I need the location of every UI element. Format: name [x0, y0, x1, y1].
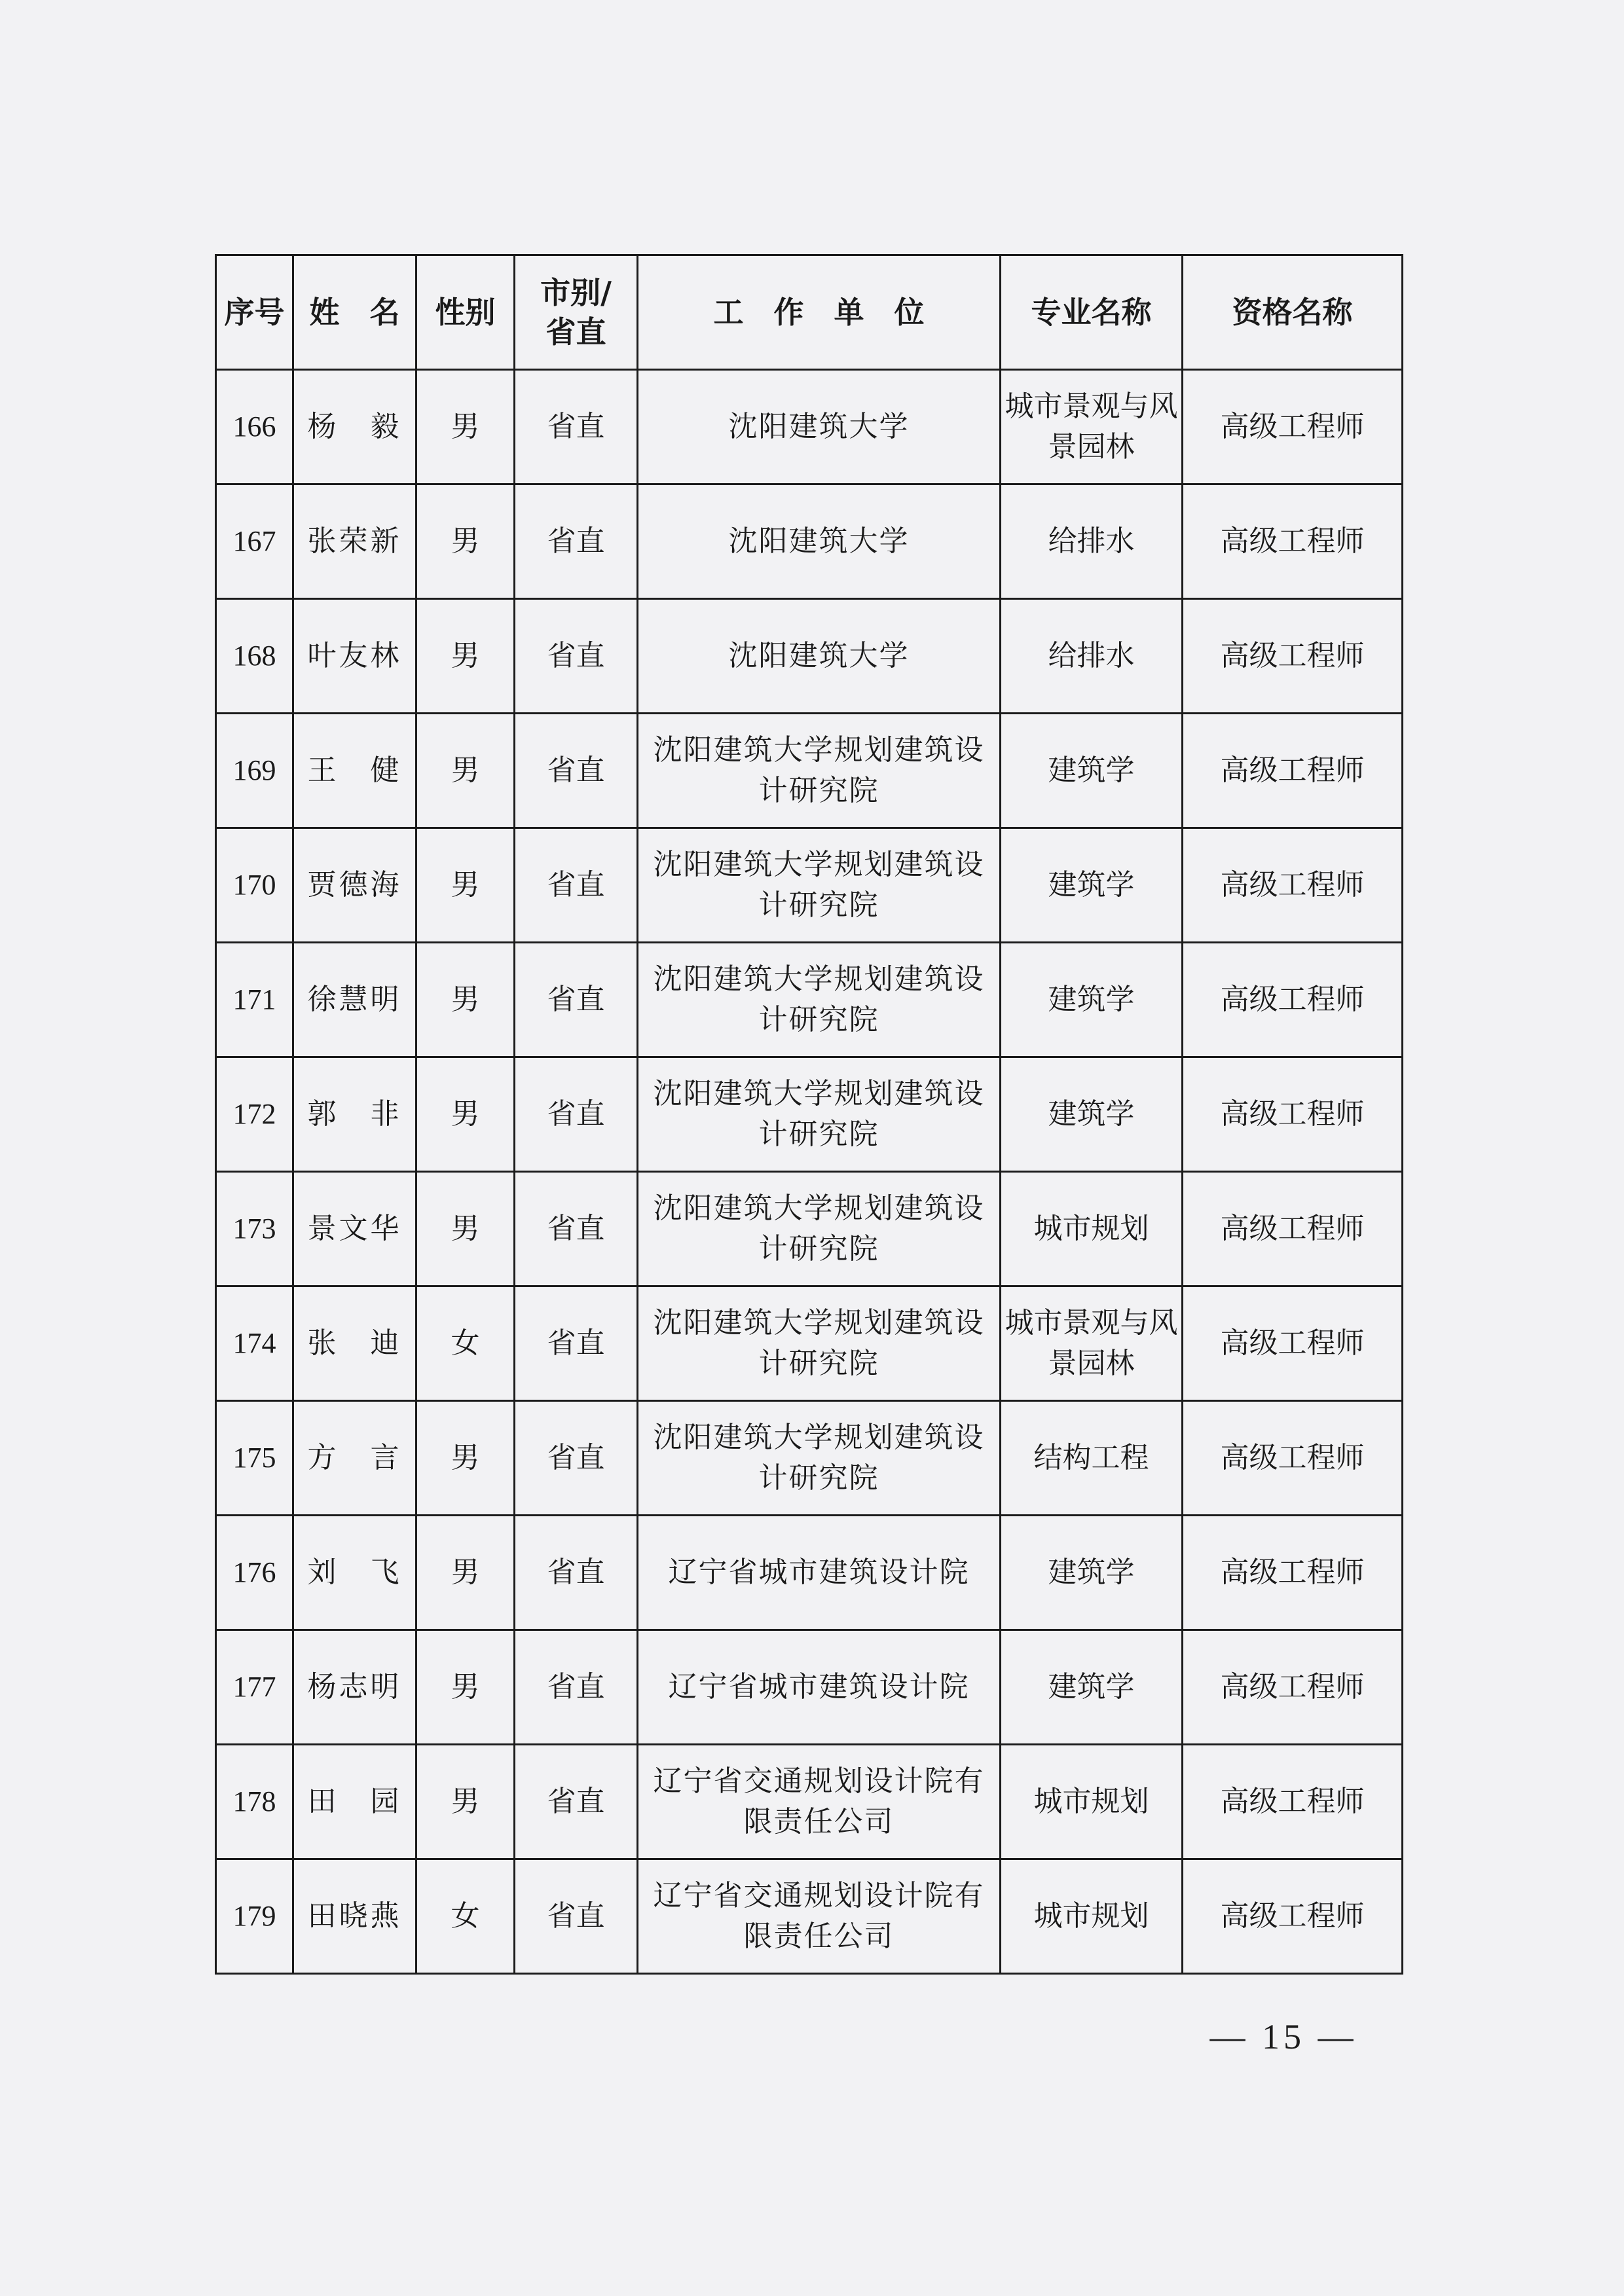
cell-seq: 168 — [216, 599, 293, 714]
cell-unit: 沈阳建筑大学规划建筑设计研究院 — [638, 828, 1001, 943]
table-row — [216, 599, 1403, 714]
table-row — [216, 1516, 1403, 1630]
cell-gender: 女 — [416, 1859, 515, 1974]
table-row — [216, 1286, 1403, 1401]
cell-qualification: 高级工程师 — [1183, 828, 1403, 943]
cell-name: 杨志明 — [293, 1630, 416, 1745]
cell-major: 建筑学 — [1001, 1057, 1183, 1172]
table-row — [216, 1057, 1403, 1172]
cell-major: 城市规划 — [1001, 1745, 1183, 1859]
cell-gender: 男 — [416, 1745, 515, 1859]
cell-unit: 沈阳建筑大学 — [638, 370, 1001, 484]
cell-qualification: 高级工程师 — [1183, 943, 1403, 1057]
table-row — [216, 1745, 1403, 1859]
table-header-row — [216, 255, 1403, 370]
cell-city: 省直 — [515, 1057, 638, 1172]
cell-gender: 男 — [416, 1516, 515, 1630]
cell-gender: 男 — [416, 370, 515, 484]
cell-seq: 173 — [216, 1172, 293, 1286]
cell-major: 建筑学 — [1001, 1516, 1183, 1630]
cell-seq: 176 — [216, 1516, 293, 1630]
table-row — [216, 1172, 1403, 1286]
cell-name: 田 园 — [293, 1745, 416, 1859]
cell-qualification: 高级工程师 — [1183, 714, 1403, 828]
table-row — [216, 370, 1403, 484]
cell-seq: 177 — [216, 1630, 293, 1745]
cell-gender: 男 — [416, 1401, 515, 1516]
table-row — [216, 484, 1403, 599]
cell-gender: 女 — [416, 1286, 515, 1401]
cell-city: 省直 — [515, 1172, 638, 1286]
cell-unit: 辽宁省城市建筑设计院 — [638, 1630, 1001, 1745]
header-qualification: 资格名称 — [1183, 255, 1403, 370]
cell-gender: 男 — [416, 599, 515, 714]
table-row — [216, 1401, 1403, 1516]
cell-qualification: 高级工程师 — [1183, 1745, 1403, 1859]
cell-major: 城市规划 — [1001, 1172, 1183, 1286]
cell-name: 郭 非 — [293, 1057, 416, 1172]
cell-name: 张 迪 — [293, 1286, 416, 1401]
table-body — [216, 370, 1403, 1974]
cell-unit: 沈阳建筑大学规划建筑设计研究院 — [638, 943, 1001, 1057]
cell-unit: 沈阳建筑大学规划建筑设计研究院 — [638, 1286, 1001, 1401]
cell-major: 给排水 — [1001, 599, 1183, 714]
cell-unit: 沈阳建筑大学规划建筑设计研究院 — [638, 1172, 1001, 1286]
cell-qualification: 高级工程师 — [1183, 1057, 1403, 1172]
cell-major: 城市景观与风景园林 — [1001, 1286, 1183, 1401]
header-gender: 性别 — [416, 255, 515, 370]
cell-major: 建筑学 — [1001, 943, 1183, 1057]
cell-city: 省直 — [515, 1745, 638, 1859]
cell-qualification: 高级工程师 — [1183, 1401, 1403, 1516]
cell-city: 省直 — [515, 370, 638, 484]
cell-name: 贾德海 — [293, 828, 416, 943]
cell-gender: 男 — [416, 1172, 515, 1286]
header-major: 专业名称 — [1001, 255, 1183, 370]
cell-name: 景文华 — [293, 1172, 416, 1286]
table-row — [216, 943, 1403, 1057]
qualification-roster-table — [215, 254, 1403, 1975]
table-row — [216, 1859, 1403, 1974]
cell-unit: 沈阳建筑大学 — [638, 599, 1001, 714]
cell-gender: 男 — [416, 828, 515, 943]
cell-major: 建筑学 — [1001, 714, 1183, 828]
cell-qualification: 高级工程师 — [1183, 1286, 1403, 1401]
cell-seq: 174 — [216, 1286, 293, 1401]
cell-name: 叶友林 — [293, 599, 416, 714]
cell-gender: 男 — [416, 1057, 515, 1172]
header-city — [515, 255, 638, 370]
table-row — [216, 714, 1403, 828]
header-unit: 工 作 单 位 — [638, 255, 1001, 370]
cell-name: 王 健 — [293, 714, 416, 828]
cell-city: 省直 — [515, 1630, 638, 1745]
cell-major: 给排水 — [1001, 484, 1183, 599]
cell-qualification: 高级工程师 — [1183, 1630, 1403, 1745]
cell-city: 省直 — [515, 1286, 638, 1401]
cell-city: 省直 — [515, 1516, 638, 1630]
cell-seq: 175 — [216, 1401, 293, 1516]
table-row — [216, 1630, 1403, 1745]
cell-name: 杨 毅 — [293, 370, 416, 484]
cell-name: 徐慧明 — [293, 943, 416, 1057]
cell-unit: 辽宁省城市建筑设计院 — [638, 1516, 1001, 1630]
header-name: 姓 名 — [293, 255, 416, 370]
cell-city: 省直 — [515, 1859, 638, 1974]
cell-unit: 辽宁省交通规划设计院有限责任公司 — [638, 1859, 1001, 1974]
cell-city: 省直 — [515, 828, 638, 943]
cell-city: 省直 — [515, 599, 638, 714]
cell-unit: 沈阳建筑大学规划建筑设计研究院 — [638, 1401, 1001, 1516]
cell-seq: 172 — [216, 1057, 293, 1172]
cell-seq: 178 — [216, 1745, 293, 1859]
cell-gender: 男 — [416, 943, 515, 1057]
cell-unit: 沈阳建筑大学规划建筑设计研究院 — [638, 1057, 1001, 1172]
header-city-line2: 省直 — [545, 314, 606, 350]
cell-name: 刘 飞 — [293, 1516, 416, 1630]
cell-major: 建筑学 — [1001, 828, 1183, 943]
cell-seq: 171 — [216, 943, 293, 1057]
cell-city: 省直 — [515, 714, 638, 828]
cell-name: 张荣新 — [293, 484, 416, 599]
cell-name: 方 言 — [293, 1401, 416, 1516]
cell-qualification: 高级工程师 — [1183, 599, 1403, 714]
cell-seq: 166 — [216, 370, 293, 484]
cell-city: 省直 — [515, 1401, 638, 1516]
cell-qualification: 高级工程师 — [1183, 370, 1403, 484]
cell-qualification: 高级工程师 — [1183, 1859, 1403, 1974]
header-seq: 序号 — [216, 255, 293, 370]
cell-qualification: 高级工程师 — [1183, 1516, 1403, 1630]
table-row — [216, 828, 1403, 943]
cell-seq: 170 — [216, 828, 293, 943]
cell-name: 田晓燕 — [293, 1859, 416, 1974]
cell-qualification: 高级工程师 — [1183, 484, 1403, 599]
cell-unit: 辽宁省交通规划设计院有限责任公司 — [638, 1745, 1001, 1859]
cell-seq: 169 — [216, 714, 293, 828]
cell-gender: 男 — [416, 484, 515, 599]
cell-qualification: 高级工程师 — [1183, 1172, 1403, 1286]
page-number: — 15 — — [1209, 2017, 1357, 2056]
cell-unit: 沈阳建筑大学规划建筑设计研究院 — [638, 714, 1001, 828]
cell-major: 城市景观与风景园林 — [1001, 370, 1183, 484]
cell-gender: 男 — [416, 714, 515, 828]
cell-city: 省直 — [515, 484, 638, 599]
cell-gender: 男 — [416, 1630, 515, 1745]
cell-major: 建筑学 — [1001, 1630, 1183, 1745]
header-city-line1: 市别/ — [540, 275, 612, 310]
cell-major: 结构工程 — [1001, 1401, 1183, 1516]
cell-city: 省直 — [515, 943, 638, 1057]
cell-major: 城市规划 — [1001, 1859, 1183, 1974]
cell-unit: 沈阳建筑大学 — [638, 484, 1001, 599]
cell-seq: 167 — [216, 484, 293, 599]
cell-seq: 179 — [216, 1859, 293, 1974]
